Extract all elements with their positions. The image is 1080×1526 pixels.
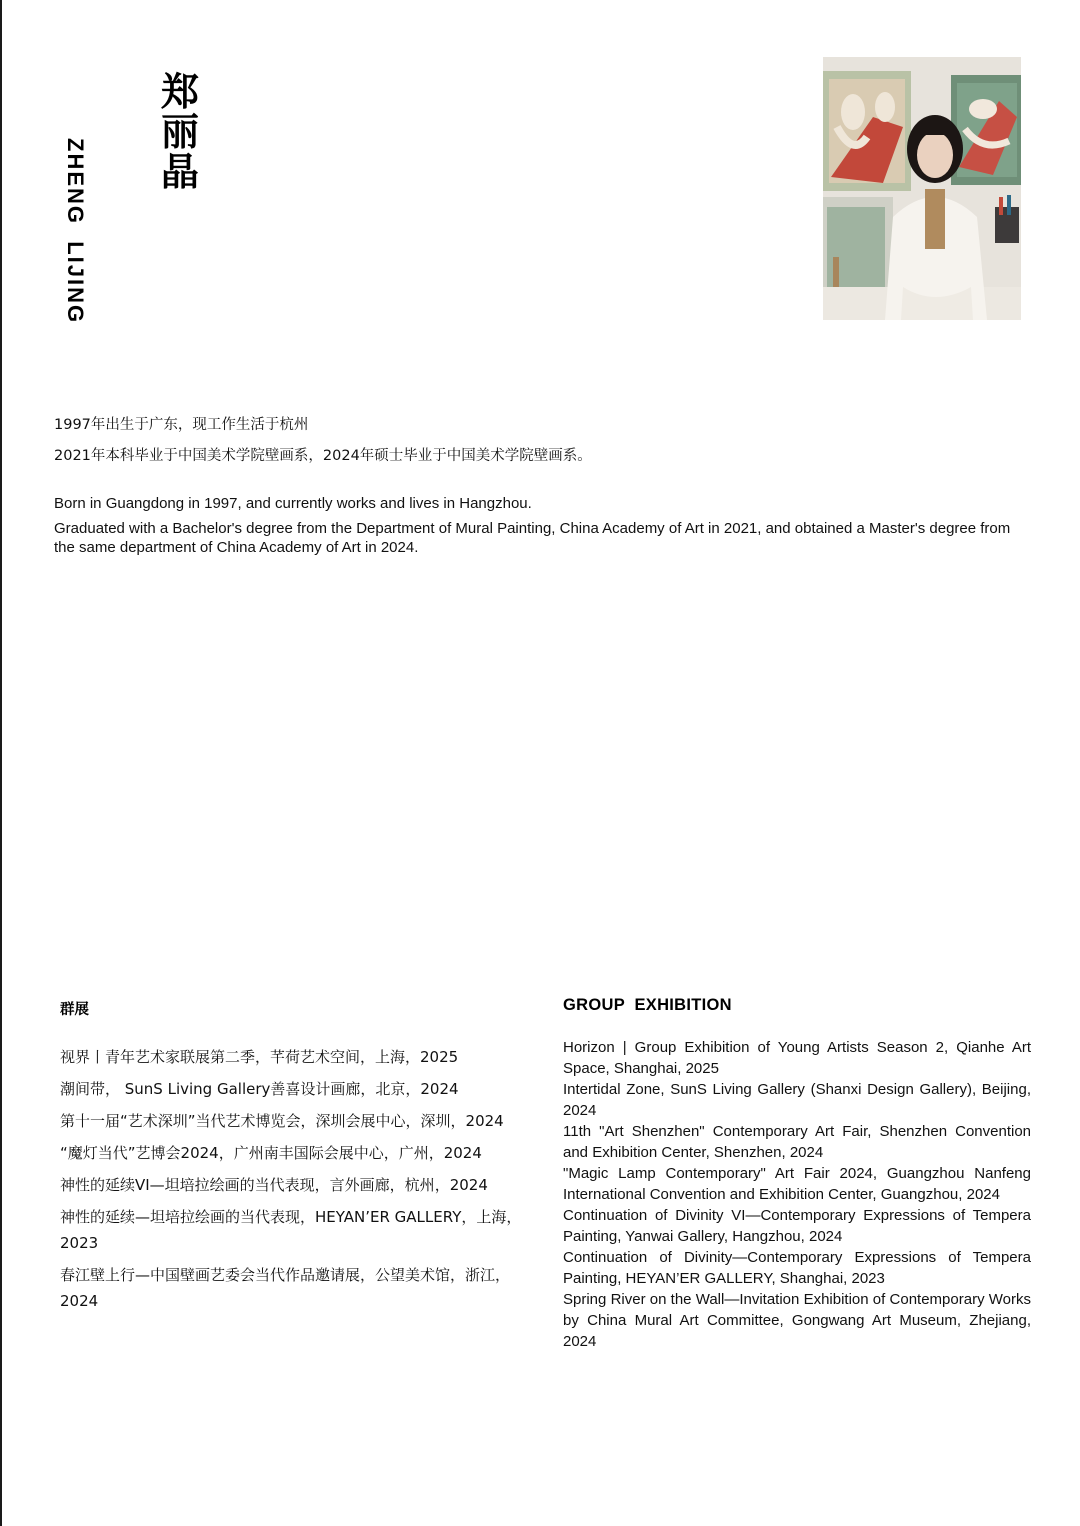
portrait-illustration: [823, 57, 1021, 320]
biography-chinese: [54, 410, 1014, 472]
list-item: “魔灯当代”艺博会2024，广州南丰国际会展中心，广州，2024: [60, 1144, 482, 1162]
list-item: Continuation of Divinity—Contemporary Expressions of Tempera Painting, HEYAN’ER GALLERY, Shanghai, 2023: [563, 1249, 1031, 1287]
bio-cn-line: 2021年本科毕业于中国美术学院壁画系，2024年硕士毕业于中国美术学院壁画系。: [54, 448, 592, 464]
list-item: 11th "Art Shenzhen" Contemporary Art Fair, Shenzhen Convention and Exhibition Center, Shenzhen, 2024: [563, 1123, 1031, 1161]
list-item: Horizon | Group Exhibition of Young Artists Season 2, Qianhe Art Space, Shanghai, 2025: [563, 1039, 1031, 1077]
bio-en-line: Born in Guangdong in 1997, and currently works and lives in Hangzhou.: [54, 495, 532, 512]
page-left-border: [0, 0, 2, 1526]
list-item: 潮间带， SunS Living Gallery善喜设计画廊，北京，2024: [60, 1080, 459, 1098]
group-exhibition-list-chinese: [60, 1044, 530, 1320]
list-item: 春江壁上行—中国壁画艺委会当代作品邀请展，公望美术馆，浙江，2024: [60, 1266, 511, 1310]
list-item: 神性的延续VI—坦培拉绘画的当代表现，言外画廊，杭州，2024: [60, 1176, 488, 1194]
list-item: "Magic Lamp Contemporary" Art Fair 2024, Guangzhou Nanfeng International Convention and Exhibition Center, Guangzhou, 2024: [563, 1165, 1031, 1203]
artist-name-english: ZHENG LIJING: [63, 138, 88, 325]
bio-en-line: Graduated with a Bachelor's degree from the Department of Mural Painting, China Academy of Art in 2021, and obtained a Master's degree from the same department of China Academy of Art in 2024.: [54, 520, 1011, 556]
group-exhibition-title-chinese: 群展: [60, 1002, 89, 1018]
list-item: 视界丨青年艺术家联展第二季，芊荷艺术空间，上海，2025: [60, 1048, 459, 1066]
bio-cn-line: 1997年出生于广东，现工作生活于杭州: [54, 417, 309, 433]
artist-portrait-photo: [823, 57, 1021, 320]
group-exhibition-title-english: GROUP EXHIBITION: [563, 996, 732, 1014]
list-item: Spring River on the Wall—Invitation Exhibition of Contemporary Works by China Mural Art Committee, Gongwang Art Museum, Zhejiang, 2024: [563, 1291, 1031, 1350]
group-exhibition-list-english: [563, 1037, 1031, 1352]
biography-english: [54, 494, 1014, 557]
artist-name-chinese: 郑丽晶: [160, 70, 199, 194]
list-item: 第十一届“艺术深圳”当代艺术博览会，深圳会展中心，深圳，2024: [60, 1112, 504, 1130]
list-item: Intertidal Zone, SunS Living Gallery (Shanxi Design Gallery), Beijing, 2024: [563, 1081, 1031, 1119]
list-item: 神性的延续—坦培拉绘画的当代表现，HEYAN’ER GALLERY，上海，2023: [60, 1208, 522, 1252]
list-item: Continuation of Divinity VI—Contemporary Expressions of Tempera Painting, Yanwai Gallery, Hangzhou, 2024: [563, 1207, 1031, 1245]
